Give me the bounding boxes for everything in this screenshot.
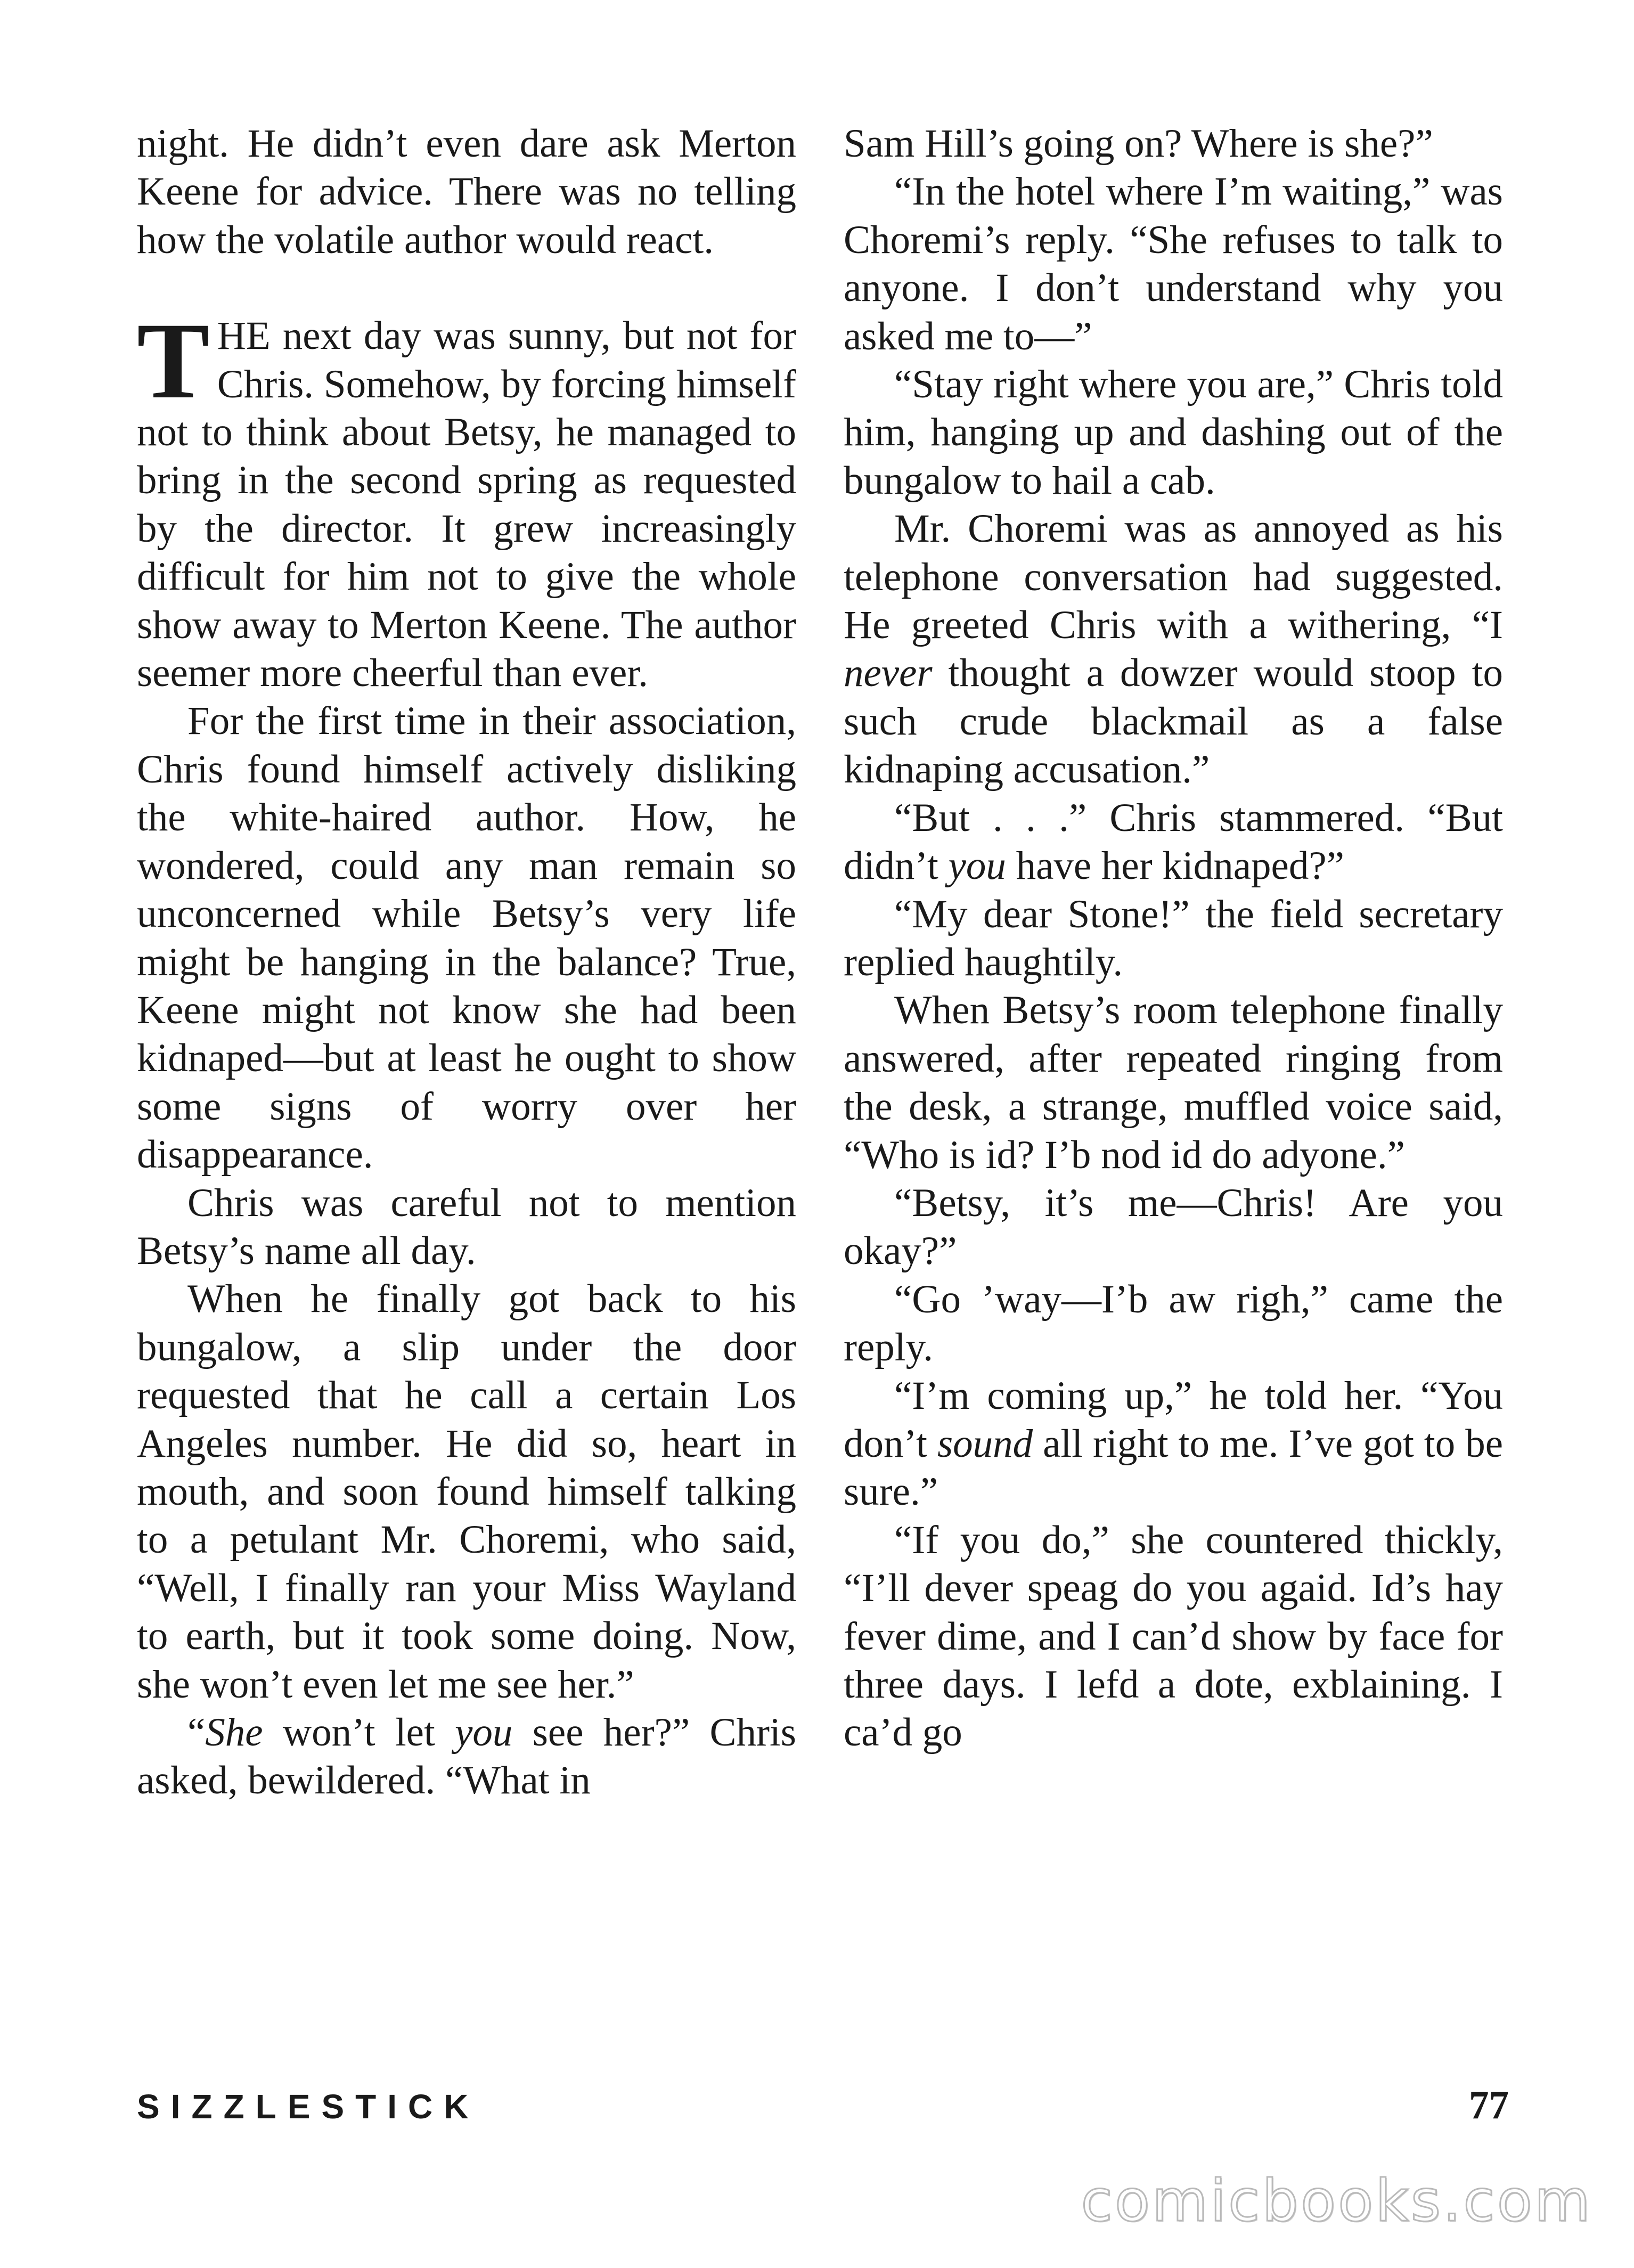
right-column (844, 120, 1503, 1757)
emphasis: sound (937, 1421, 1033, 1466)
paragraph: “Betsy, it’s me—Chris! Are you okay?” (844, 1180, 1503, 1274)
section-start-paragraph (137, 300, 796, 697)
running-footer-title: SIZZLESTICK (137, 2087, 480, 2126)
paragraph: For the first time in their association, Chris found himself actively disliking the white-haired author. How, he wondered, could any man remain so unconcerned while Betsy’s very life might be hanging in the balance? True, Keene might not know she had been kidnaped—but at least he ought to show some signs of worry over her disappearance. (137, 699, 796, 1177)
paragraph-with-emphasis: “She won’t let you see her?” Chris asked, bewildered. “What in (137, 1710, 796, 1803)
paragraph: When he finally got back to his bungalow, a slip under the door requested that he call a certain Los Angeles number. He did so, heart in mouth, and soon found himself talking to a petulant Mr. Choremi, who said, “Well, I finally ran your Miss Wayland to earth, but it took some doing. Now, she won’t even let me see her.” (137, 1277, 796, 1707)
paragraph-with-emphasis: “But . . .” Chris stammered. “But didn’t you have her kidnaped?” (844, 795, 1503, 888)
page-number: 77 (1469, 2083, 1509, 2127)
paragraph: Chris was careful not to mention Betsy’s name all day. (137, 1180, 796, 1273)
paragraph: “Stay right where you are,” Chris told him, hanging up and dashing out of the bungalow to hail a cab. (844, 362, 1503, 503)
emphasis: you (948, 844, 1006, 888)
paragraph: Sam Hill’s going on? Where is she?” (844, 121, 1433, 166)
paragraph: When Betsy’s room telephone finally answered, after repeated ringing from the desk, a strange, muffled voice said, “Who is id? I’b nod id do adyone.” (844, 988, 1503, 1177)
emphasis: She (205, 1710, 263, 1755)
paragraph: “My dear Stone!” the field secretary replied haughtily. (844, 892, 1503, 984)
paragraph: night. He didn’t even dare ask Merton Keene for advice. There was no telling how the volatile author would react. (137, 121, 796, 262)
left-column (137, 120, 796, 1805)
emphasis: you (455, 1710, 513, 1755)
paragraph-with-emphasis: Mr. Choremi was as annoyed as his telephone conversation had suggested. He greeted Chris with a withering, “I never thought a dowzer would stoop to such crude blackmail as a false kidnaping accusation.” (844, 507, 1503, 792)
paragraph: “If you do,” she countered thickly, “I’ll dever speag do you agaid. Id’s hay fever dime, and I can’d show by face for three days. I lefd a dote, exblaining. I ca’d go (844, 1518, 1503, 1755)
paragraph: “In the hotel where I’m waiting,” was Choremi’s reply. “She refuses to talk to anyone. I don’t understand why you asked me to—” (844, 169, 1503, 358)
paragraph-text: HE next day was sunny, but not for Chris. Somehow, by forcing himself not to think about Betsy, he managed to bring in the second spring as requested by the director. It grew increasingly difficult for him not to give the whole show away to Merton Keene. The author seemer more cheerful than ever. (137, 314, 796, 696)
drop-cap: T (137, 300, 210, 422)
paragraph-with-emphasis: “I’m coming up,” he told her. “You don’t sound all right to me. I’ve got to be sure.” (844, 1373, 1503, 1514)
paragraph: “Go ’way—I’b aw righ,” came the reply. (844, 1277, 1503, 1370)
watermark-logo: comicbooks.com (1081, 2168, 1592, 2234)
emphasis: never (844, 651, 933, 696)
